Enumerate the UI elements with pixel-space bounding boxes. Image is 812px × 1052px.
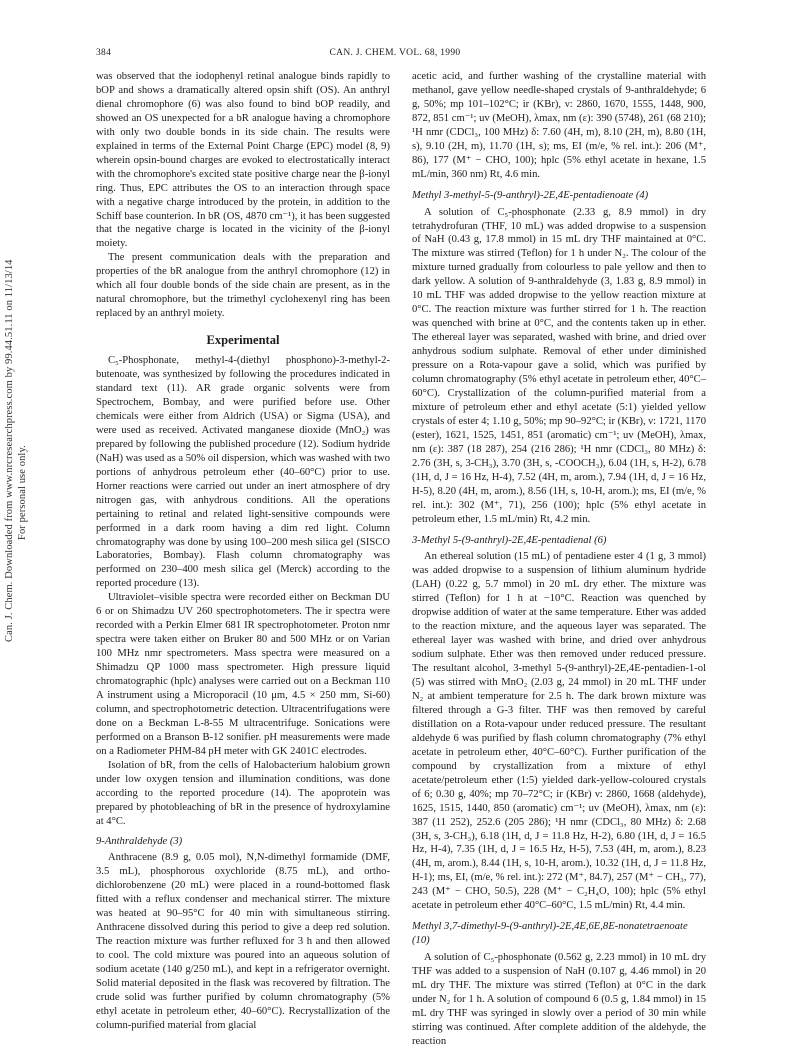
right-column xyxy=(412,70,706,1049)
anthraldehyde-procedure: Anthracene (8.9 g, 0.05 mol), N,N-dimethyl formamide (DMF, 3.5 mL), phosphorous oxychloride (8.75 mL), and ortho-dichlorobenzene (20 mL) were placed in a round-bottomed flask fitted with a reflux condenser and mechanical stirrer. The mixture was heated at 90–95°C for 40 min with simultaneous stirring. Anthracene dissolved during this period to give a deep red solution. The reaction mixture was further refluxed for 3 h and then allowed to cool. The cold mixture was poured into an aqueous solution of sodium acetate (140 g/250 mL), and kept in a refrigerator overnight. Solid material deposited in the flask was recovered by filtration. The crude solid was further purified by column chromatography (5% ethyl acetate in petroleum ether, 40–60°C). Recrystallization of the column-purified material from glacial xyxy=(96,852,390,1031)
subheading-anthraldehyde: 9-Anthraldehyde (3) xyxy=(96,835,183,847)
pentadienal-procedure: An ethereal solution (15 mL) of pentadiene ester 4 (1 g, 3 mmol) was added dropwise to a suspension of lithium aluminum hydride (LAH) (0.22 g, 5.7 mmol) in 20 mL dry ether. The mixture was stirred (Teflon) for 1 h at −10°C. Reaction was quenched by dropwise addition of water at the same temperature. Ether was added to the reaction mixture, and the aqueous layer was separated. The ethereal layer was washed with brine, and dried over anhydrous sodium sulphate. Ether was then removed under reduced pressure. The resultant alcohol, 3-methyl 5-(9-anthryl)-2E,4E-pentadien-1-ol (5) was stirred with MnO₂ (2.03 g, 24 mmol) in 20 mL THF under N₂ at ambient temperature for 2.5 h. The dark brown mixture was filtered through a G-3 filter. THF was then removed by careful distillation on a Rota-vapour under reduced pressure. The resultant aldehyde 6 was purified by flash column chromatography (7% ethyl acetate in petroleum ether, 40°C–60°C). Further purification of the compound by crystallization from a mixture of ethyl acetate/petroleum ether (1:5) yielded dark-yellow-coloured crystals of 6; 0.30 g, 40%; mp 70–72°C; ir (KBr) ν: 2860, 1668 (aldehyde), 1625, 1515, 1440, 850 (aromatic) cm⁻¹; uv (MeOH), λmax, nm (ε): 387 (11 252), 252.6 (205 286); ¹H nmr (CDCl₃, 80 MHz) δ: 2.68 (3H, s, 3-CH₃), 6.18 (1H, d, J = 11.8 Hz, H-2), 6.80 (1H, d, J = 16.5 Hz, H-4), 7.35 (1H, d, J = 16.5 Hz, H-5), 7.53 (4H, m, arom.), 8.23 (4H, m, arom.), 8.44 (1H, s, 10-H, arom.), 10.32 (1H, d, J = 11.8 Hz, H-1); ms, EI, (m/e, % rel. int.): 272 (M⁺, 84.7), 257 (M⁺ − CH₃, 77), 243 (M⁺ − CHO, 50.5), 228 (M⁺ − C₂H₄O, 100); hplc (5% ethyl acetate in petroleum ether 40°C–60°C, 1.5 mL/min) Rt, 4.4 min. xyxy=(412,551,706,912)
page-header xyxy=(96,48,694,60)
watermark-source-line: Can. J. Chem. Downloaded from www.nrcresearchpress.com by 99.44.51.11 on 11/13/14 xyxy=(4,259,15,642)
nonatetraenoate-procedure: A solution of C₅-phosphonate (0.562 g, 2.23 mmol) in 10 mL dry THF was added to a suspension of NaH (0.107 g, 4.46 mmol) in 20 mL dry THF. The mixture was stirred (Teflon) at 0°C in the dark under N₂ for 1 h. A solution of compound 6 (0.5 g, 1.84 mmol) in 15 mL dry THF was syringed in slowly over a period of 30 min while stirring was continued. After complete addition of the aldehyde, the reaction xyxy=(412,952,706,1047)
download-watermark xyxy=(0,0,36,1052)
subheading-pentadienal: 3-Methyl 5-(9-anthryl)-2E,4E-pentadienal (6) xyxy=(412,534,607,546)
isolation-paragraph: Isolation of bR, from the cells of Halobacterium halobium grown under low oxygen tension and illumination conditions, was done according to the reported procedure (14). The apoprotein was prepared by photobleaching of bR in the presence of hydroxylamine at 4°C. xyxy=(96,759,390,827)
intro-paragraph: The present communication deals with the preparation and properties of the bR analogue from the anthryl chromophore (12) in which all four double bonds of the side chain are present, as in the natural chromophore, but the trimethyl cyclohexenyl ring has been replaced by an anthryl moiety. xyxy=(96,252,390,320)
instruments-paragraph: Ultraviolet–visible spectra were recorded either on Beckman DU 6 or on Shimadzu UV 260 spectrophotometers. The ir spectra were recorded with a Perkin Elmer 681 IR spectrophotometer. Proton nmr spectra were taken either on Bruker 80 and 500 MHz or on Varian 100 MHz nmr spectrometers. Mass spectra were measured on a Shimadzu QP 1000 mass spectrometer. High pressure liquid chromatographic (hplc) analyses were carried out on a Beckman 110 A instrument using a Microporacil (10 μm, 4.5 × 250 mm, Si-60) column, and spectrophotometric detection. Ultracentrifugations were done on a Beckman L-8-55 M ultracentrifuge. Sonications were performed on a Branson B-12 sonifier. pH measurements were made on a Radiometer PHM-84 pH meter with GK 2401C electrodes. xyxy=(96,592,390,757)
subheading-nonatetraenoate: Methyl 3,7-dimethyl-9-(9-anthryl)-2E,4E,6E,8E-nonatetraenoate (10) xyxy=(412,921,688,947)
pentadienoate-procedure: A solution of C₅-phosphonate (2.33 g, 8.9 mmol) in dry tetrahydrofuran (THF, 10 mL) was added dropwise to a suspension of NaH (0.43 g, 17.8 mmol) in 15 mL dry THF maintained at 0°C. The mixture was stirred (Teflon) for 1 h under N₂. The colour of the mixture turned gradually from colourless to pale yellow and then to dark yellow. A solution of 9-anthraldehyde (3, 1.83 g, 8.9 mmol) in 10 mL THF was added dropwise to the yellow reaction mixture at 0°C. The reaction mixture was further stirred for 1 h. The reaction was quenched with brine at 0°C, and the contents taken up in ether. The ethereal layer was separated, washed with brine, and dried over anhydrous sodium sulphate. Removal of ether under diminished pressure on a Rota-vapour gave a solid, which was purified by column chromatography (5% ethyl acetate in petroleum ether, 40°C–60°C). Crystallization of the column-purified material from a mixture of petroleum ether and ethyl acetate (5:1) yielded yellow crystals of ester 4; 1.10 g, 50%; mp 90–92°C; ir (KBr), ν: 1721, 1170 (ester), 1621, 1525, 1451, 851 (aromatic) cm⁻¹; uv (MeOH), λmax, nm (ε): 387 (18 287), 254 (216 286); ¹H nmr (CDCl₃, 80 MHz) δ: 2.76 (3H, s, 3-CH₃), 3.70 (3H, s, -COOCH₃), 6.04 (1H, s, H-2), 6.78 (1H, d, J = 16 Hz, H-4), 7.52 (4H, m, arom.), 7.94 (1H, d, J = 16 Hz, H-5), 8.20 (4H, m, arom.), 8.56 (1H, s, 10-H, arom.); ms, EI (m/e, % rel. int.): 302 (M⁺, 71), 256 (100); hplc (5% ethyl acetate in petroleum ether, 1.5 mL/min) Rt, 4.2 min. xyxy=(412,206,706,525)
left-column xyxy=(96,70,390,1033)
subheading-pentadienoate: Methyl 3-methyl-5-(9-anthryl)-2E,4E-pentadienoate (4) xyxy=(412,189,649,201)
running-title: CAN. J. CHEM. VOL. 68, 1990 xyxy=(329,48,461,58)
page-number: 384 xyxy=(96,48,112,58)
materials-paragraph: C₅-Phosphonate, methyl-4-(diethyl phosphono)-3-methyl-2-butenoate, was synthesized by following the procedures indicated in standard text (11). AR grade organic solvents were from Spectrochem, Bombay, and were purified before use. Other chemicals were either from Aldrich (USA) or Sigma (USA), and were used as received. Activated manganese dioxide (MnO₂) was prepared by following the published procedure (12). Sodium hydride (NaH) was used as a 50% oil dispersion, which was washed with two portions of anhydrous petroleum ether (40–60°C) prior to use. Horner reactions were carried out under an inert atmosphere of dry nitrogen gas, with anhydrous conditions. All the operations pertaining to retinal and related light-sensitive compounds were performed in a dark room having a dim red light. Column chromatography was done by using 100–200 mesh silica gel (SISCO Laboratories, Bombay). Flash column chromatography was performed on 230–400 mesh silica gel (Merck) according to the reported procedure (13). xyxy=(96,355,390,590)
section-heading-experimental: Experimental xyxy=(206,333,280,348)
anthraldehyde-procedure-continued: acetic acid, and further washing of the crystalline material with methanol, gave yellow needle-shaped crystals of 9-anthraldehyde; 6 g, 50%; mp 101–102°C; ir (KBr), ν: 2860, 1670, 1555, 1448, 900, 872, 851 cm⁻¹; uv (MeOH), λmax, nm (ε): 390 (5748), 261 (68 210); ¹H nmr (CDCl₃, 100 MHz) δ: 7.60 (4H, m), 8.10 (2H, m), 8.80 (1H, s), 9.10 (2H, m), 11.70 (1H, s); ms, EI (m/e, % rel. int.): 206 (M⁺, 86), 177 (M⁺ − CHO, 100); hplc (5% ethyl acetate in hexane, 1.5 mL/min, 360 nm) Rt, 4.6 min. xyxy=(412,71,706,180)
watermark-usage-line: For personal use only. xyxy=(17,445,28,540)
intro-paragraph-continued: was observed that the iodophenyl retinal analogue binds rapidly to bOP and shows a dramatically altered opsin shift (OS). An anthryl dienal chromophore (6) was also found to bind bOP readily, and showed an OS unexpected for a bR analogue having a chromophore with only two double bonds in its side chain. The results were explained in terms of the External Point Charge (EPC) model (8, 9) wherein opsin-bound charges are evoked to electrostatically interact with the chromophore's excited state positive charge near the β-ionyl ring. Thus, EPC attributes the OS to an interaction through space with a negative charge introduced by the protein, in addition to the Schiff base counterion. In bR (OS, 4870 cm⁻¹), it has been suggested that the negative charge is located in the vicinity of the β-ionyl moiety. xyxy=(96,71,390,250)
